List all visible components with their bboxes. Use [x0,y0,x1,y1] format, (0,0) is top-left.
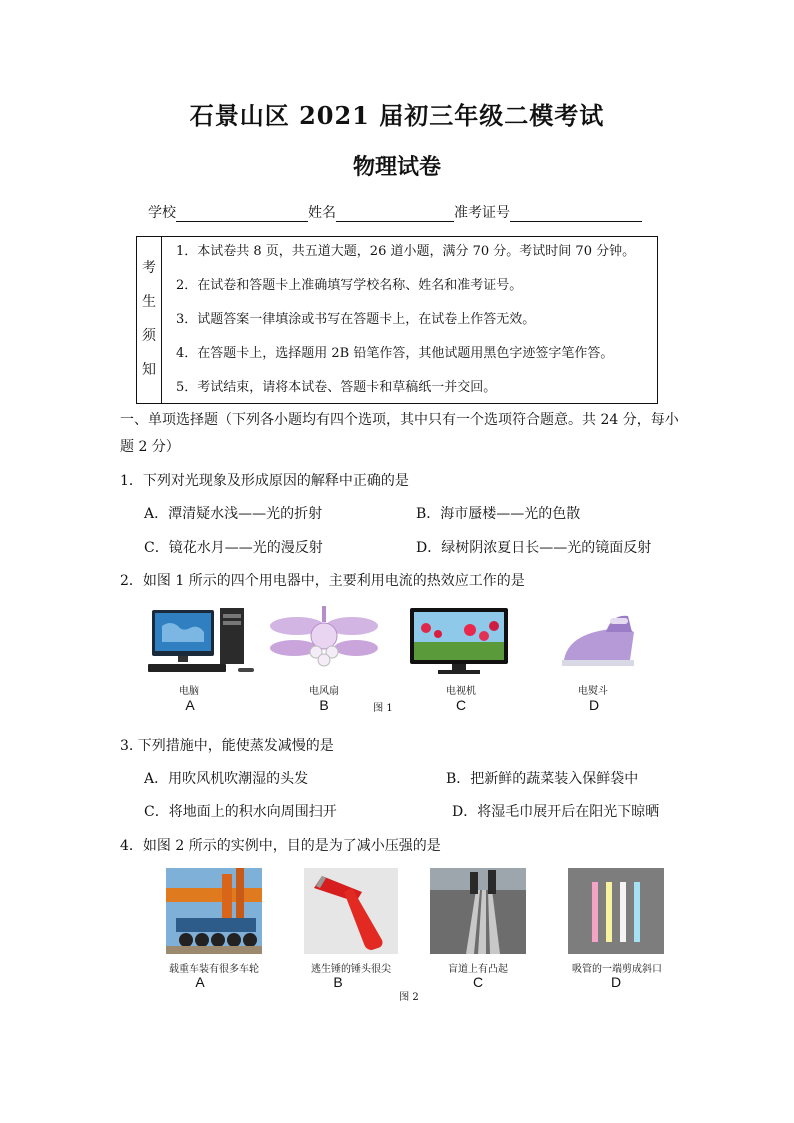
figure2-letter-c: C [472,974,484,990]
figure2-letter-b: B [333,974,343,990]
tactile-paving-image [430,868,526,954]
exam-id-label: 准考证号 [454,205,510,221]
q3-option-a: A．用吹风机吹潮湿的头发 [144,771,309,787]
exam-id-blank [510,207,642,222]
q1-stem: 1．下列对光现象及形成原因的解释中正确的是 [120,473,409,489]
exam-notice-box [136,236,658,404]
notice-side-label [137,237,162,403]
paper-subtitle: 物理试卷 [352,154,441,180]
q4-stem: 4．如图 2 所示的实例中，目的是为了减小压强的是 [120,838,441,854]
figure1-title: 图 1 [373,703,393,714]
figure1-letter-b: B [319,697,329,713]
q3-option-b: B．把新鲜的蔬菜装入保鲜袋中 [446,771,639,787]
name-label: 姓名 [308,205,336,221]
section-heading-cont: 题 2 分） [120,439,180,455]
figure1-caption-a: 电脑 [179,686,199,697]
q2-stem: 2．如图 1 所示的四个用电器中，主要利用电流的热效应工作的是 [120,573,525,589]
q1-option-b: B．海市蜃楼——光的色散 [416,506,581,522]
figure1-letter-a: A [185,697,195,713]
figure1-caption-c: 电视机 [446,686,476,697]
q3-option-d: D．将湿毛巾展开后在阳光下晾晒 [452,804,660,820]
school-label: 学校 [148,205,176,221]
section-heading: 一、单项选择题（下列各小题均有四个选项，其中只有一个选项符合题意。共 24 分，每小 [120,412,679,428]
school-blank [176,207,308,222]
q3-option-c: C．将地面上的积水向周围扫开 [144,804,337,820]
figure2-title: 图 2 [399,992,419,1003]
tv-image [408,606,510,678]
notice-rule: 4．在答题卡上，选择题用 2B 铅笔作答，其他试题用黑色字迹签字笔作答。 [176,346,614,361]
figure1-letter-c: C [455,697,467,713]
iron-image [558,610,638,670]
notice-rule: 5．考试结束，请将本试卷、答题卡和草稿纸一并交回。 [176,380,497,395]
figure2-caption-b: 逃生锤的锤头很尖 [311,964,391,975]
figure2-caption-a: 载重车装有很多车轮 [169,964,259,975]
figure1-letter-d: D [588,697,600,713]
figure2-letter-a: A [195,974,205,990]
notice-side-char: 知 [142,362,156,378]
q3-stem: 3. 下列措施中，能使蒸发减慢的是 [120,738,334,754]
q1-option-a: A．潭清疑水浅——光的折射 [144,506,323,522]
heavy-truck-image [166,868,262,954]
figure1-caption-d: 电熨斗 [578,686,608,697]
notice-rule: 1．本试卷共 8 页，共五道大题，26 道小题，满分 70 分。考试时间 70 分钟。 [176,244,636,259]
q1-option-d: D．绿树阴浓夏日长——光的镜面反射 [416,540,652,556]
safety-hammer-image [304,868,398,954]
figure1-caption-b: 电风扇 [309,686,339,697]
straws-image [568,868,664,954]
q1-option-c: C．镜花水月——光的漫反射 [144,540,323,556]
notice-rule: 3．试题答案一律填涂或书写在答题卡上，在试卷上作答无效。 [176,312,536,327]
computer-image [142,606,262,678]
student-info-line [148,202,642,222]
notice-side-char: 考 [142,260,156,276]
figure2-letter-d: D [610,974,622,990]
notice-side-char: 生 [142,294,156,310]
ceiling-fan-image [270,606,378,676]
figure2-caption-d: 吸管的一端剪成斜口 [572,964,662,975]
name-blank [336,207,454,222]
notice-side-char: 须 [142,328,156,344]
figure2-caption-c: 盲道上有凸起 [448,964,508,975]
exam-title: 石景山区 2021 届初三年级二模考试 [189,101,605,130]
notice-rule: 2．在试卷和答题卡上准确填写学校名称、姓名和准考证号。 [176,278,523,293]
notice-rules [162,237,657,403]
